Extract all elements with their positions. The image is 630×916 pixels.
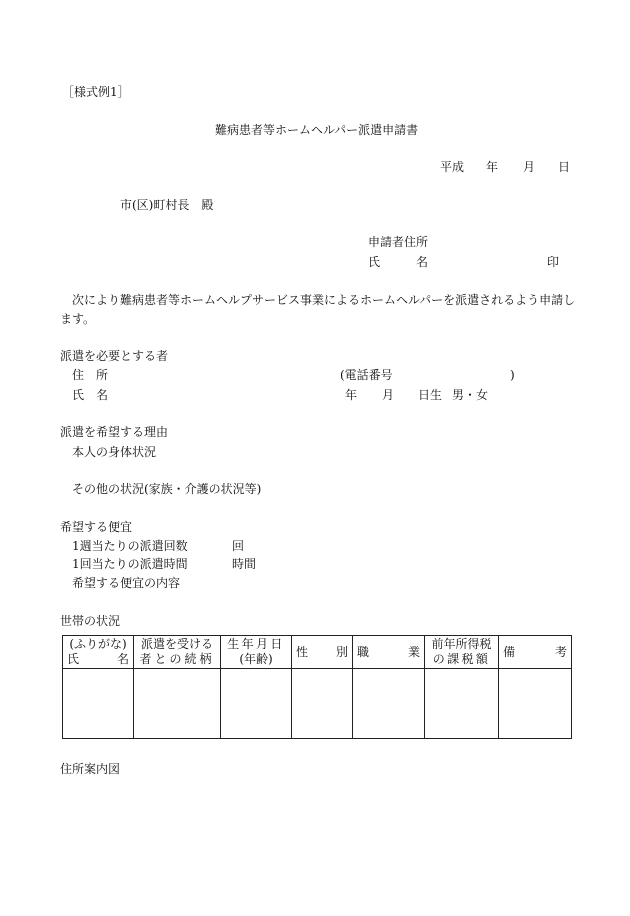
weekly-dispatch-label: 1週当たりの派遣回数: [72, 539, 188, 553]
household-header-row: [63, 636, 572, 669]
birthdate-line1: 生年月日: [227, 637, 285, 651]
convenience-content-label: 希望する便宜の内容: [72, 576, 181, 590]
sex-options: 男・女: [452, 388, 489, 402]
intro-text-line2: ます。: [60, 312, 96, 326]
birth-year-label: 年: [345, 388, 358, 402]
seal-mark: 印: [547, 255, 560, 269]
phone-label: (電話番号: [340, 368, 393, 382]
household-heading: 世帯の状況: [60, 614, 121, 628]
header-birthdate: [221, 636, 292, 669]
sex-label-a: 性: [296, 644, 309, 659]
birthdate-line2: (年齢): [239, 652, 273, 666]
household-table: [62, 635, 572, 739]
date-year: 年: [486, 160, 499, 174]
entry-remarks-cell[interactable]: [499, 669, 572, 739]
addressee: 市(区)町村長 殿: [120, 198, 214, 212]
applicant-address-label: 申請者住所: [368, 235, 429, 249]
household-entry-row: [63, 669, 572, 739]
sex-label-b: 別: [335, 644, 348, 659]
occupation-label-b: 業: [407, 644, 420, 659]
header-sex: [292, 636, 353, 669]
tax-line2: の課税額: [432, 652, 491, 666]
per-visit-time-unit: 時間: [232, 557, 257, 571]
header-occupation: [353, 636, 425, 669]
phone-close: ): [510, 368, 515, 382]
form-number: ［様式例1］: [62, 85, 130, 99]
reason-heading: 派遣を希望する理由: [60, 425, 169, 439]
remarks-label-b: 考: [554, 644, 567, 659]
person-heading: 派遣を必要とする者: [60, 349, 169, 363]
entry-occupation-cell[interactable]: [353, 669, 425, 739]
entry-name-cell[interactable]: [63, 669, 134, 739]
relationship-line1: 派遣を受ける: [140, 637, 213, 651]
birth-day-label: 日生: [418, 388, 443, 402]
person-name-label: 氏 名: [72, 388, 109, 402]
header-furigana-name: [63, 636, 134, 669]
header-remarks: [499, 636, 572, 669]
other-condition-label: その他の状況(家族・介護の状況等): [72, 482, 262, 496]
weekly-dispatch-unit: 回: [232, 539, 245, 553]
furigana-label: (ふりがな): [69, 637, 127, 651]
name-label-b: 名: [116, 652, 129, 666]
date-era: 平成: [440, 160, 465, 174]
remarks-label-a: 備: [503, 644, 516, 659]
occupation-label-a: 職: [357, 644, 370, 659]
date-month: 月: [523, 160, 536, 174]
entry-relationship-cell[interactable]: [134, 669, 221, 739]
relationship-line2: 者との続柄: [139, 652, 215, 666]
form-title: 難病患者等ホームヘルパー派遣申請書: [215, 123, 419, 137]
header-relationship: [134, 636, 221, 669]
entry-tax-cell[interactable]: [425, 669, 499, 739]
intro-text-line1: 次により難病患者等ホームヘルプサービス事業によるホームヘルパーを派遣されるよう申請し: [72, 293, 576, 307]
name-label-a: 氏: [67, 652, 80, 666]
tax-line1: 前年所得税: [431, 637, 492, 651]
per-visit-time-label: 1回当たりの派遣時間: [72, 557, 188, 571]
address-map-heading: 住所案内図: [60, 762, 121, 776]
entry-birthdate-cell[interactable]: [221, 669, 292, 739]
person-address-label: 住 所: [72, 368, 109, 382]
date-day: 日: [558, 160, 571, 174]
birth-month-label: 月: [382, 388, 395, 402]
physical-condition-label: 本人の身体状況: [72, 445, 157, 459]
convenience-heading: 希望する便宜: [60, 520, 133, 534]
applicant-name-label: 氏 名: [368, 255, 429, 269]
header-tax-amount: [425, 636, 499, 669]
entry-sex-cell[interactable]: [292, 669, 353, 739]
